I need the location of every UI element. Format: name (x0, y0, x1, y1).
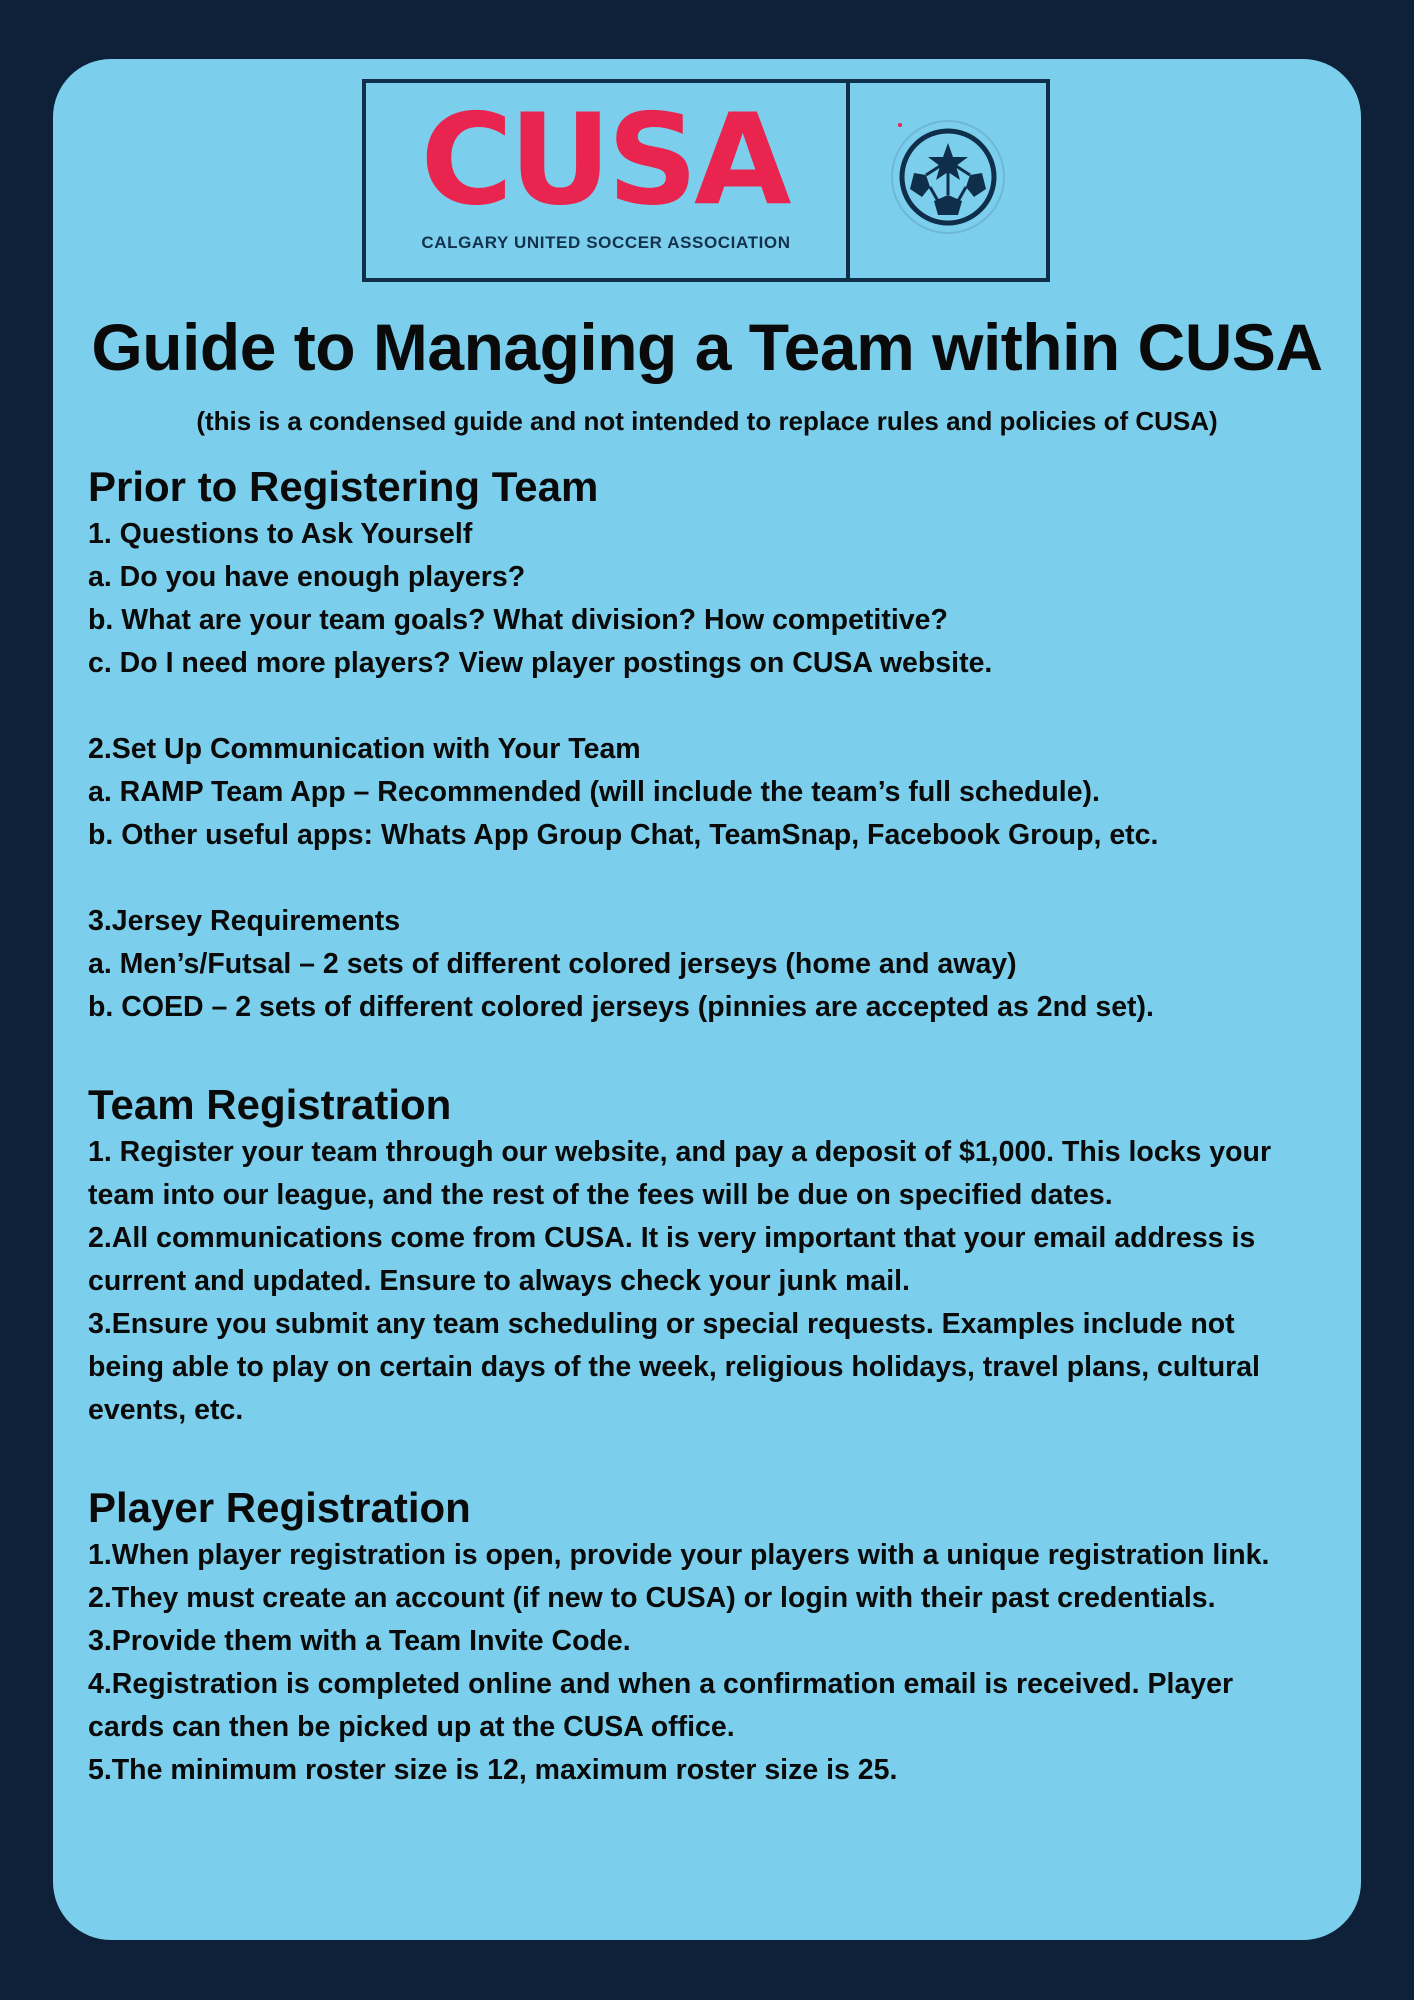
page-subtitle: (this is a condensed guide and not intended to replace rules and policies of CUSA) (196, 406, 1218, 436)
list-item: team into our league, and the rest of the fees will be due on specified dates. (88, 1179, 1113, 1211)
logo-emblem-panel (850, 83, 1046, 278)
svg-text:CUSA: CUSA (420, 107, 788, 219)
list-item: c. Do I need more players? View player postings on CUSA website. (88, 647, 993, 679)
spacer (88, 1432, 1338, 1482)
list-item: 1. Questions to Ask Yourself (88, 518, 473, 550)
list-item: a. Men’s/Futsal – 2 sets of different colored jerseys (home and away) (88, 948, 1017, 980)
logo-tagline: CALGARY UNITED SOCCER ASSOCIATION (421, 233, 791, 252)
item-group-communication (88, 728, 1338, 857)
section-player-registration (88, 1482, 1338, 1792)
list-item: 3.Ensure you submit any team scheduling or special requests. Examples include not (88, 1308, 1235, 1340)
item-group-jerseys (88, 900, 1338, 1029)
cusa-wordmark-logo (404, 107, 804, 219)
list-item: b. COED – 2 sets of different colored jerseys (pinnies are accepted as 2nd set). (88, 991, 1154, 1023)
cusa-logo (362, 79, 1050, 282)
list-item: 2.They must create an account (if new to CUSA) or login with their past credentials. (88, 1582, 1216, 1614)
section-heading: Team Registration (88, 1081, 452, 1128)
list-item: cards can then be picked up at the CUSA office. (88, 1711, 735, 1743)
page-title: Guide to Managing a Team within CUSA (91, 310, 1323, 384)
list-item: current and updated. Ensure to always check your junk mail. (88, 1265, 910, 1297)
list-item: 4.Registration is completed online and when a confirmation email is received. Player (88, 1668, 1234, 1700)
spacer (88, 685, 1338, 728)
guide-card (53, 59, 1361, 1940)
list-item: being able to play on certain days of the week, religious holidays, travel plans, cultural (88, 1351, 1260, 1383)
list-item: a. Do you have enough players? (88, 561, 526, 593)
list-item: 2.Set Up Communication with Your Team (88, 733, 641, 765)
list-item: events, etc. (88, 1394, 244, 1426)
section-prior-to-registering (88, 461, 1338, 1029)
list-item: b. What are your team goals? What division? How competitive? (88, 604, 948, 636)
list-item: 1.When player registration is open, provide your players with a unique registration link. (88, 1539, 1270, 1571)
guide-content (88, 461, 1338, 1792)
list-item: 1. Register your team through our website, and pay a deposit of $1,000. This locks your (88, 1136, 1272, 1168)
list-item: 2.All communications come from CUSA. It is very important that your email address is (88, 1222, 1256, 1254)
soccer-ball-icon (886, 115, 1010, 239)
spacer (88, 857, 1338, 900)
list-item: a. RAMP Team App – Recommended (will include the team’s full schedule). (88, 776, 1100, 808)
section-heading: Prior to Registering Team (88, 463, 599, 510)
spacer (88, 1029, 1338, 1079)
section-heading: Player Registration (88, 1484, 471, 1531)
list-item: 3.Provide them with a Team Invite Code. (88, 1625, 631, 1657)
section-team-registration (88, 1079, 1338, 1432)
logo-wordmark-panel (366, 83, 850, 278)
item-group-questions (88, 513, 1338, 685)
list-item: 3.Jersey Requirements (88, 905, 401, 937)
list-item: b. Other useful apps: Whats App Group Chat, TeamSnap, Facebook Group, etc. (88, 819, 1159, 851)
list-item: 5.The minimum roster size is 12, maximum roster size is 25. (88, 1754, 898, 1786)
